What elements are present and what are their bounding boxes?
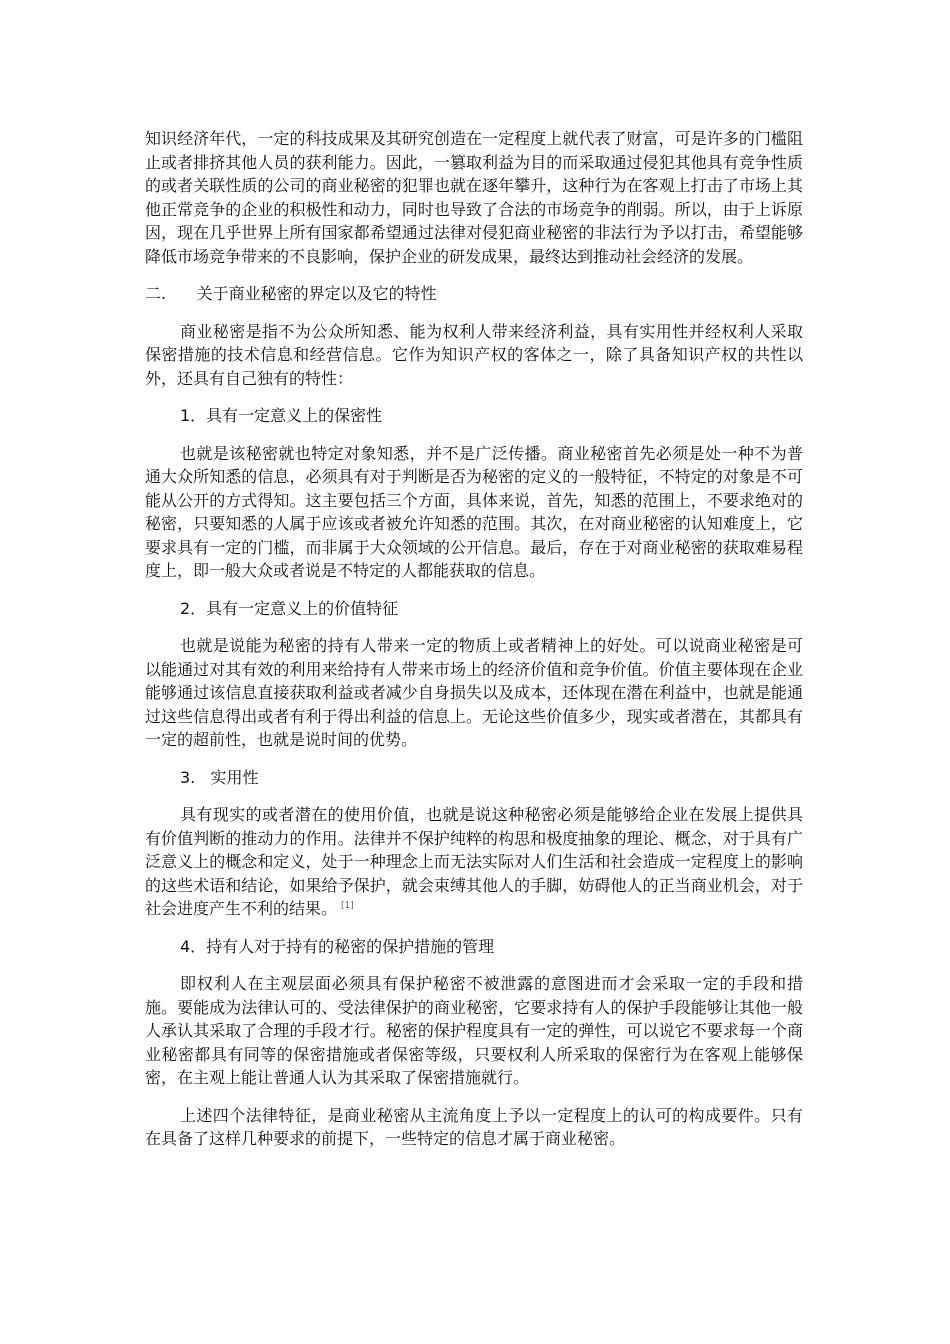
point-heading-3: 3. 实用性 [180, 767, 259, 787]
point-body-4: 即权利人在主观层面必须具有保护秘密不被泄露的意图进而才会采取一定的手段和措施。要能成为法律认可的、受法律保护的商业秘密，它要求持有人的保护手段能够让其他一般人承认其采取了合理的手段才行。秘密的保护程度具有一定的弹性，可以说它不要求每一个商业秘密都具有同等的保密措施或者保密等级，只要权利人所采取的保密行为在客观上能够保密，在主观上能让普通人认为其采取了保密措施就行。 [145, 974, 803, 1087]
conclusion-paragraph: 上述四个法律特征，是商业秘密从主流角度上予以一定程度上的认可的构成要件。只有在具备了这样几种要求的前提下，一些特定的信息才属于商业秘密。 [145, 1105, 803, 1148]
footnote-reference[interactable]: [1] [341, 901, 354, 911]
point-body-3-text: 具有现实的或者潜在的使用价值，也就是说这种秘密必须是能够给企业在发展上提供具有价值判断的推动力的作用。法律并不保护纯粹的构思和极度抽象的理论、概念，对于具有广泛意义上的概念和定义，处于一种理念上而无法实际对人们生活和社会造成一定程度上的影响的这些术语和结论，如果给予保护，就会束缚其他人的手脚，妨碍他人的正当商业机会，对于社会进度产生不利的结果。 [145, 805, 803, 918]
point-heading-4: 4．持有人对于持有的秘密的保护措施的管理 [180, 936, 495, 956]
intro-paragraph: 知识经济年代，一定的科技成果及其研究创造在一定程度上就代表了财富，可是许多的门槛阻止或者排挤其他人员的获利能力。因此，一篡取利益为目的而采取通过侵犯其他具有竞争性质的或者关联性质的公司的商业秘密的犯罪也就在逐年攀升，这种行为在客观上打击了市场上其他正常竞争的企业的积极性和动力，同时也导致了合法的市场竞争的削弱。所以，由于上诉原因，现在几乎世界上所有国家都希望通过法律对侵犯商业秘密的非法行为予以打击，希望能够降低市场竞争带来的不良影响，保护企业的研发成果，最终达到推动社会经济的发展。 [145, 129, 803, 266]
point-heading-2: 2．具有一定意义上的价值特征 [180, 598, 399, 618]
definition-paragraph: 商业秘密是指不为公众所知悉、能为权利人带来经济利益，具有实用性并经权利人采取保密措施的技术信息和经营信息。它作为知识产权的客体之一，除了具备知识产权的共性以外，还具有自己独有的特性： [145, 321, 803, 388]
point-body-1: 也就是该秘密就也特定对象知悉，并不是广泛传播。商业秘密首先必须是处一种不为普通大众所知悉的信息，必须具有对于判断是否为秘密的定义的一般特征，不特定的对象是不可能从公开的方式得知。这主要包括三个方面，具体来说，首先，知悉的范围上，不要求绝对的秘密，只要知悉的人属于应该或者被允许知悉的范围。其次，在对商业秘密的认知难度上，它要求具有一定的门槛，而非属于大众领域的公开信息。最后，存在于对商业秘密的获取难易程度上，即一般大众或者说是不特定的人都能获取的信息。 [145, 443, 803, 580]
point-heading-1: 1．具有一定意义上的保密性 [180, 406, 383, 425]
point-body-2: 也就是说能为秘密的持有人带来一定的物质上或者精神上的好处。可以说商业秘密是可以能通过对其有效的利用来给持有人带来市场上的经济价值和竞争价值。价值主要体现在企业能够通过该信息直接获取利益或者减少自身损失以及成本，还体现在潜在利益中，也就是能通过这些信息得出或者有利于得出利益的信息上。无论这些价值多少，现实或者潜在，其都具有一定的超前性，也就是说时间的优势。 [145, 636, 803, 749]
section-number: 二. [145, 284, 167, 303]
section-title: 关于商业秘密的界定以及它的特性 [196, 284, 437, 303]
document-body [145, 127, 803, 1165]
point-body-3 [145, 803, 803, 921]
section-heading [145, 282, 803, 306]
